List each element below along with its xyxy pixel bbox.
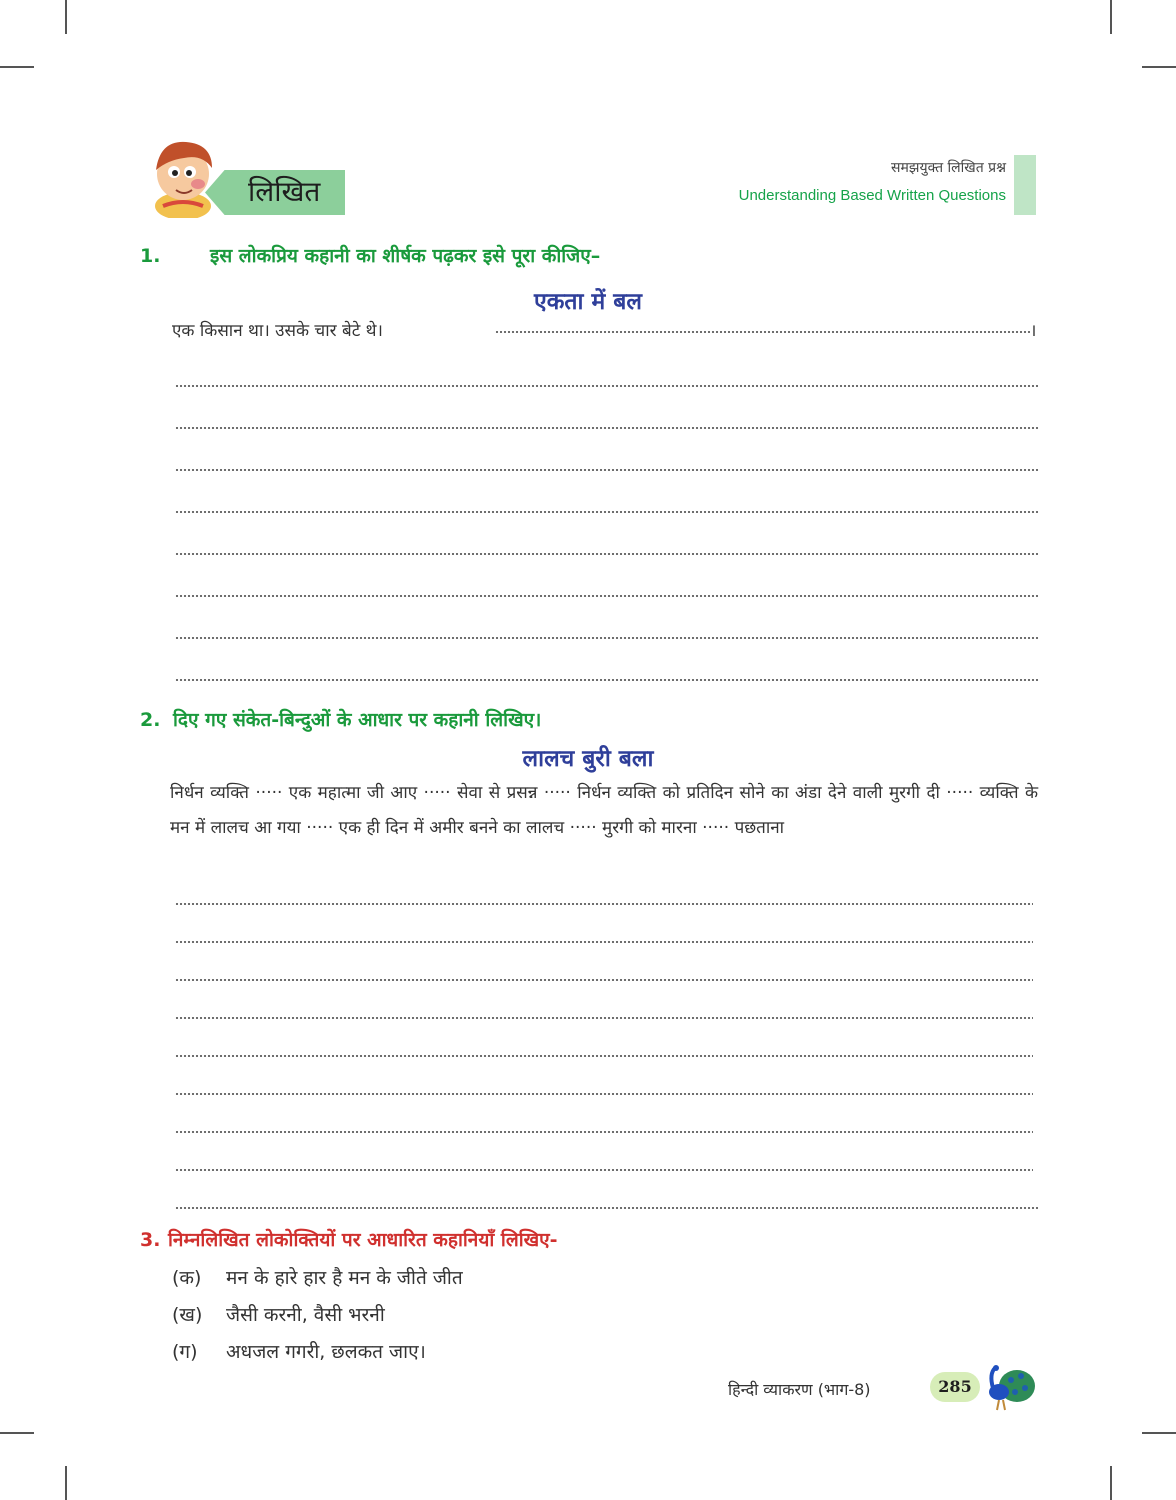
answer-line[interactable] [175,979,1033,981]
answer-line[interactable] [175,553,1038,555]
crop-mark [0,1432,34,1434]
page-number: 285 [930,1372,980,1402]
boy-mascot-illustration [138,136,228,218]
question-1-heading [140,242,600,268]
answer-line[interactable] [175,1169,1033,1171]
section-label: लिखित [248,175,321,208]
answer-line[interactable] [175,511,1038,513]
header-subtitle [739,158,1006,204]
proverb-key: (ग) [172,1341,198,1363]
proverb-key: (क) [172,1267,202,1289]
peacock-icon [975,1362,1037,1412]
crop-mark [1142,1432,1176,1434]
subtitle-english: Understanding Based Written Questions [738,187,1006,204]
answer-line[interactable] [175,1093,1033,1095]
answer-line[interactable] [175,469,1038,471]
crop-mark [65,0,67,34]
answer-line[interactable] [175,1207,1038,1209]
proverb-key: (ख) [172,1304,203,1326]
answer-line[interactable] [175,903,1033,905]
answer-line[interactable] [175,941,1033,943]
header-accent-bar [1014,155,1036,215]
question-prompt: निम्नलिखित लोकोक्तियों पर आधारित कहानियाँ लिखिए- [168,1229,558,1251]
subtitle-hindi: समझयुक्त लिखित प्रश्न [891,160,1006,176]
end-mark: । [1030,321,1037,341]
proverb-item [172,1338,426,1364]
question-prompt: इस लोकप्रिय कहानी का शीर्षक पढ़कर इसे पूरा कीजिए– [210,245,601,267]
proverb-item [172,1264,463,1290]
proverb-text: मन के हारे हार है मन के जीते जीत [226,1267,463,1289]
answer-line[interactable] [175,1055,1033,1057]
crop-mark [65,1466,67,1500]
crop-mark [1142,66,1176,68]
answer-line[interactable] [175,1017,1033,1019]
crop-mark [0,66,34,68]
question-number: 2. [140,709,161,731]
answer-line-inline[interactable] [495,331,1030,333]
proverb-item [172,1301,385,1327]
answer-line[interactable] [175,637,1038,639]
story-title-1: एकता में बल [534,289,642,315]
story-title-2: लालच बुरी बला [522,746,654,772]
story-hints: निर्धन व्यक्ति ····· एक महात्मा जी आए ····· सेवा से प्रसन्न ····· निर्धन व्यक्ति को प्रतिदिन सोने का अंडा देने वाली मुरगी दी ····· व्यक्ति के मन में लालच आ गया ····· एक ही दिन में अमीर बनने का लालच ····· मुरगी को मारना ····· पछताना [170,783,1038,838]
book-title: हिन्दी व्याकरण (भाग-8) [728,1380,871,1399]
answer-line[interactable] [175,385,1038,387]
answer-line[interactable] [175,679,1038,681]
question-prompt: दिए गए संकेत-बिन्दुओं के आधार पर कहानी लिखिए। [173,709,542,731]
proverb-text: अधजल गगरी, छलकत जाए। [226,1341,426,1363]
crop-mark [1110,1466,1112,1500]
question-number: 1. [140,245,161,267]
crop-mark [1110,0,1112,34]
question-number: 3. [140,1229,161,1251]
answer-line[interactable] [175,595,1038,597]
story-start: एक किसान था। उसके चार बेटे थे। [172,321,383,341]
proverb-text: जैसी करनी, वैसी भरनी [226,1304,385,1326]
question-3-heading [140,1226,558,1252]
question-2-heading [140,706,541,732]
answer-line[interactable] [175,427,1038,429]
answer-line[interactable] [175,1131,1033,1133]
